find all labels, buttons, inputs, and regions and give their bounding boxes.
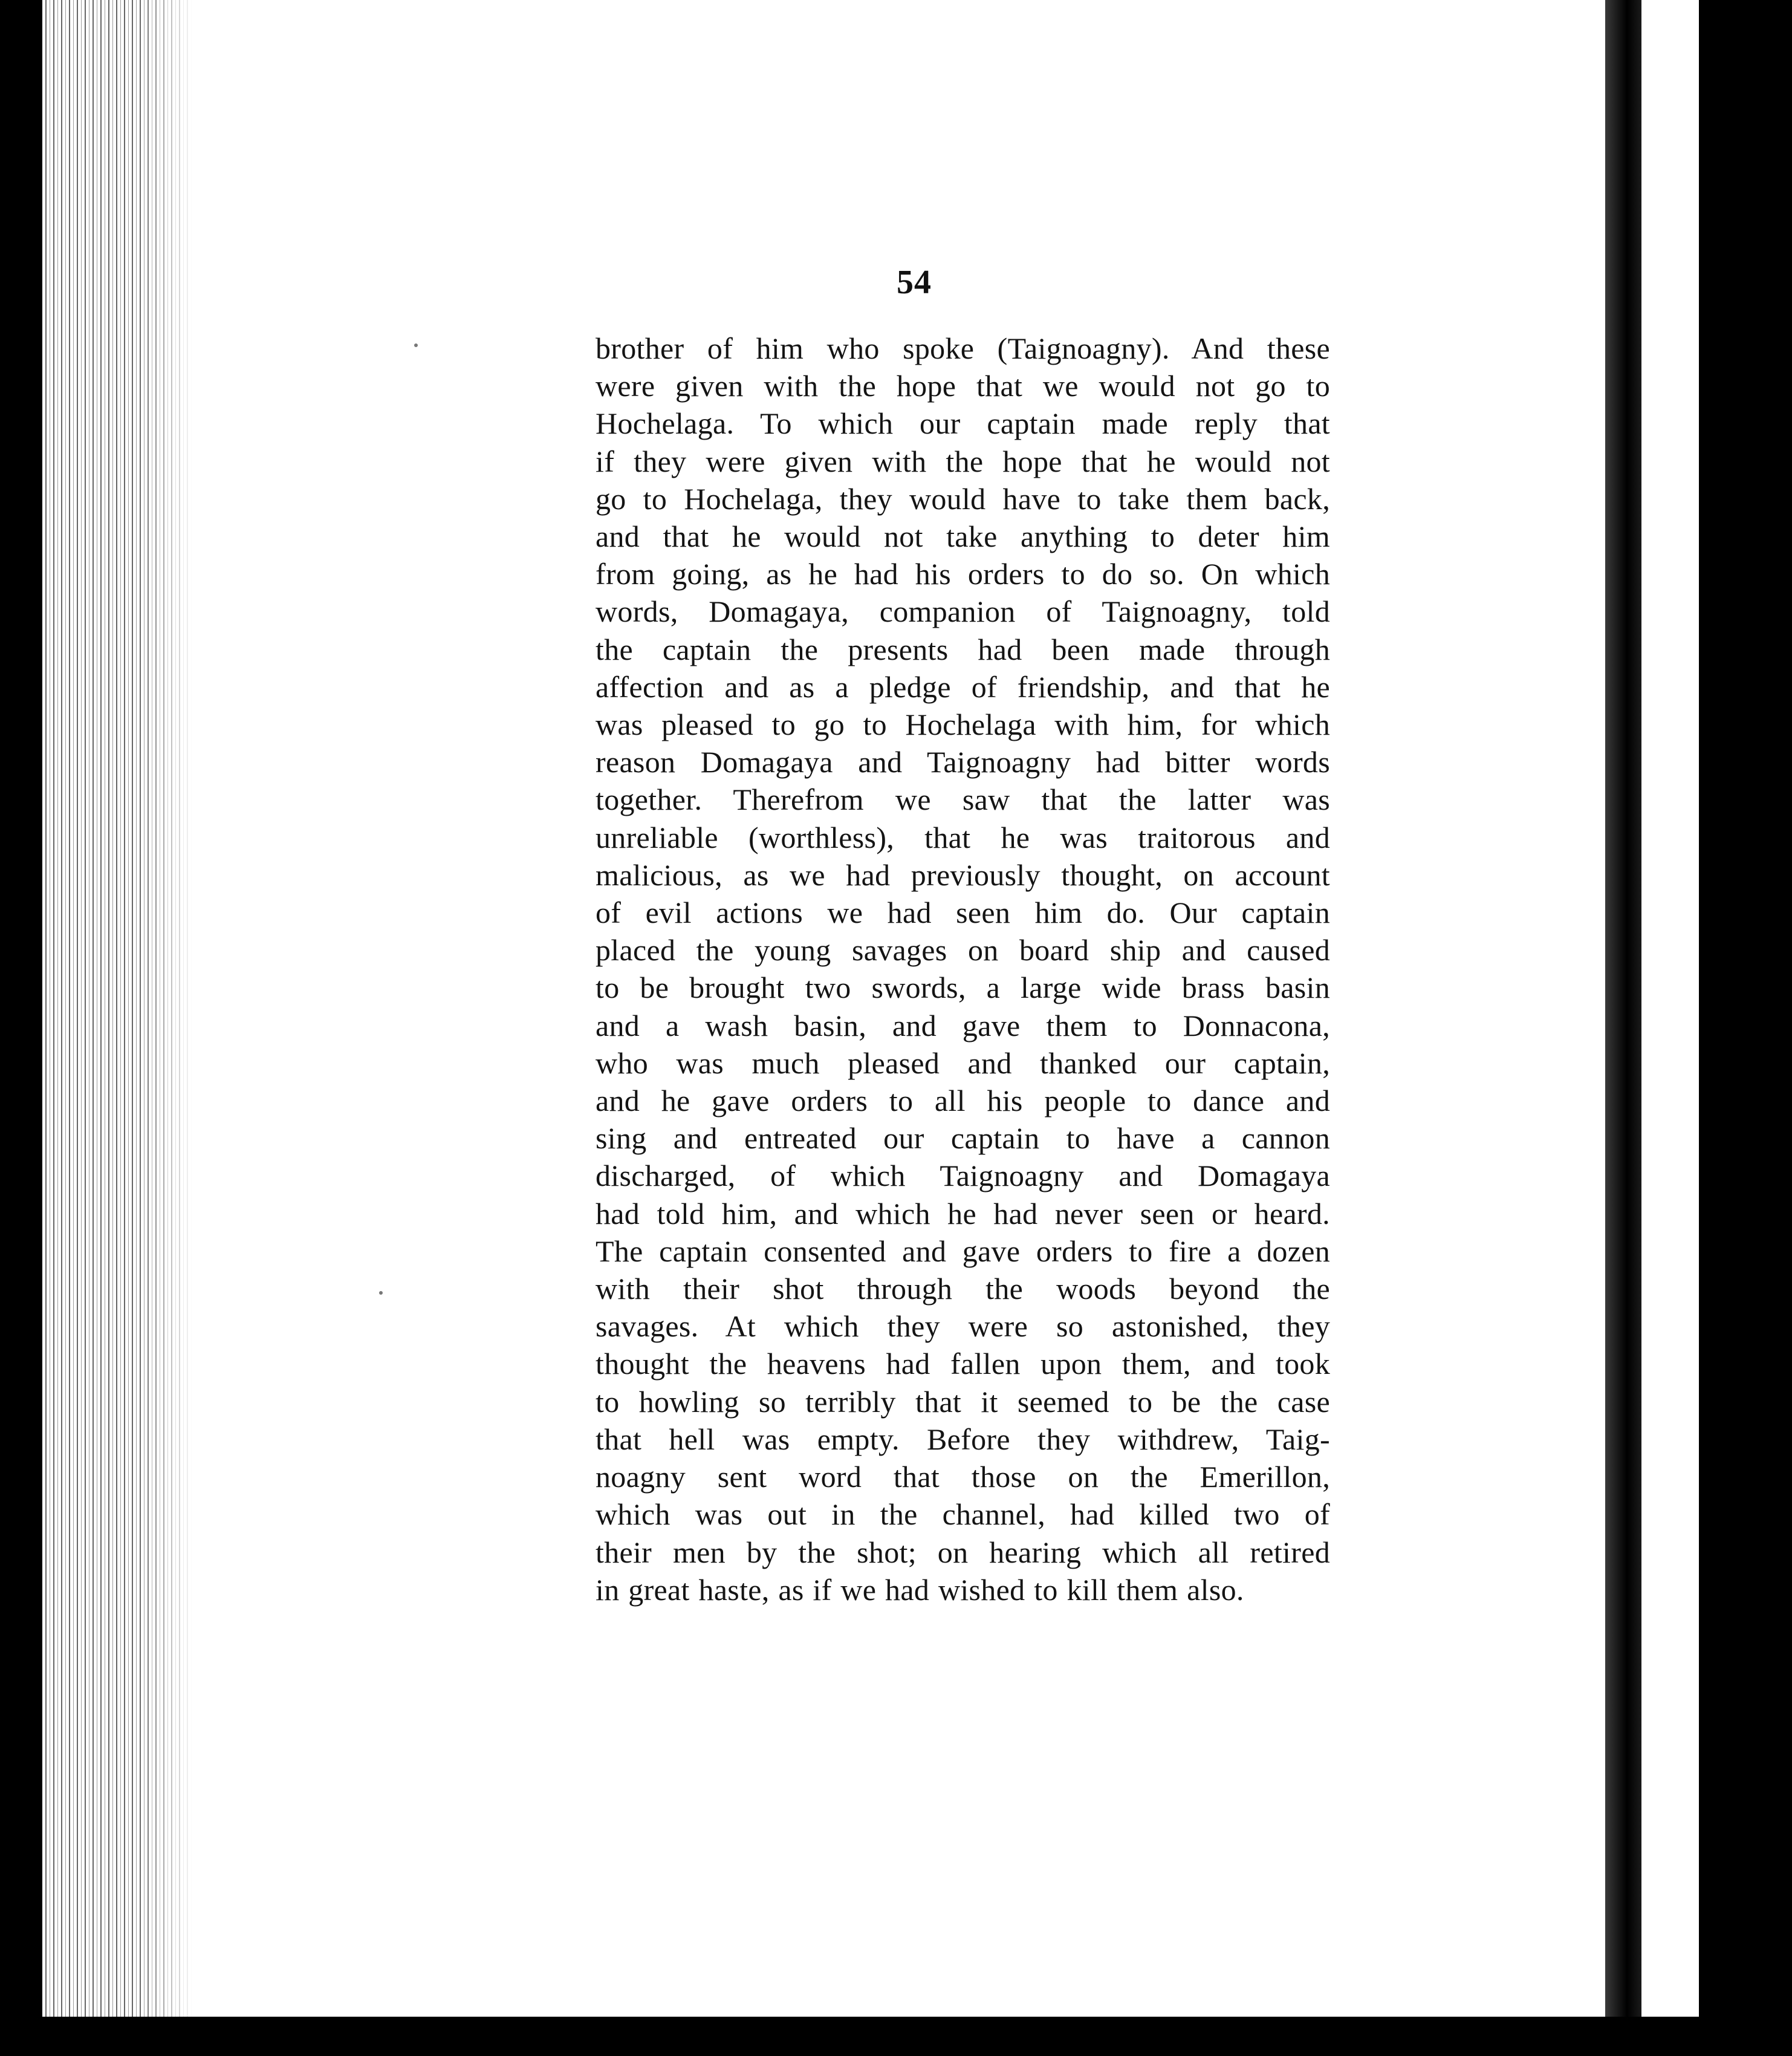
page-edges-fade <box>139 0 193 2017</box>
page-number: 54 <box>897 264 932 301</box>
text-line: noagny sent word that those on the Emerillon, <box>596 1460 1330 1494</box>
text-line: of evil actions we had seen him do. Our captain <box>596 896 1330 930</box>
text-line: placed the young savages on board ship and caused <box>596 933 1330 968</box>
bottom-scan-border <box>0 2017 1792 2056</box>
text-line: sing and entreated our captain to have a cannon <box>596 1121 1330 1156</box>
text-line: in great haste, as if we had wished to kill them also. <box>596 1572 1244 1607</box>
right-scan-border <box>1699 0 1792 2017</box>
text-line: savages. At which they were so astonished, they <box>596 1309 1330 1344</box>
scan-speck <box>379 1291 383 1295</box>
text-line: were given with the hope that we would not go to <box>596 369 1330 403</box>
text-line: brother of him who spoke (Taignoagny). And these <box>596 331 1330 365</box>
text-line: discharged, of which Taignoagny and Domagaya <box>596 1159 1330 1193</box>
text-line: who was much pleased and thanked our captain, <box>596 1046 1330 1080</box>
text-line: Hochelaga. To which our captain made reply that <box>596 406 1330 441</box>
text-line: the captain the presents had been made through <box>596 632 1330 666</box>
text-line: from going, as he had his orders to do so. On which <box>596 557 1330 591</box>
text-line: malicious, as we had previously thought, on account <box>596 857 1330 892</box>
text-line: unreliable (worthless), that he was traitorous and <box>596 820 1330 854</box>
body-text <box>596 330 1330 1609</box>
text-line: together. Therefrom we saw that the latter was <box>596 782 1330 817</box>
text-line: The captain consented and gave orders to fire a dozen <box>596 1234 1330 1268</box>
text-line: to be brought two swords, a large wide brass basin <box>596 971 1330 1005</box>
text-line: that hell was empty. Before they withdrew, Taig- <box>596 1422 1330 1456</box>
text-line: which was out in the channel, had killed two of <box>596 1497 1330 1532</box>
text-line: their men by the shot; on hearing which all retired <box>596 1535 1330 1569</box>
text-line: to howling so terribly that it seemed to be the case <box>596 1384 1330 1419</box>
text-line: and a wash basin, and gave them to Donnacona, <box>596 1008 1330 1043</box>
text-line: and he gave orders to all his people to dance and <box>596 1084 1330 1118</box>
text-line: and that he would not take anything to deter him <box>596 519 1330 554</box>
text-line: go to Hochelaga, they would have to take them back, <box>596 481 1330 516</box>
text-line: reason Domagaya and Taignoagny had bitter words <box>596 745 1330 779</box>
text-line: thought the heavens had fallen upon them, and took <box>596 1347 1330 1381</box>
text-line: words, Domagaya, companion of Taignoagny, told <box>596 594 1330 629</box>
text-line: had told him, and which he had never seen or heard. <box>596 1196 1330 1231</box>
text-line: if they were given with the hope that he would not <box>596 444 1330 478</box>
text-line: was pleased to go to Hochelaga with him, for which <box>596 708 1330 742</box>
text-line: affection and as a pledge of friendship, and that he <box>596 669 1330 704</box>
scan-speck <box>414 343 418 347</box>
gutter-shadow <box>1605 0 1641 2017</box>
text-line: with their shot through the woods beyond the <box>596 1272 1330 1306</box>
